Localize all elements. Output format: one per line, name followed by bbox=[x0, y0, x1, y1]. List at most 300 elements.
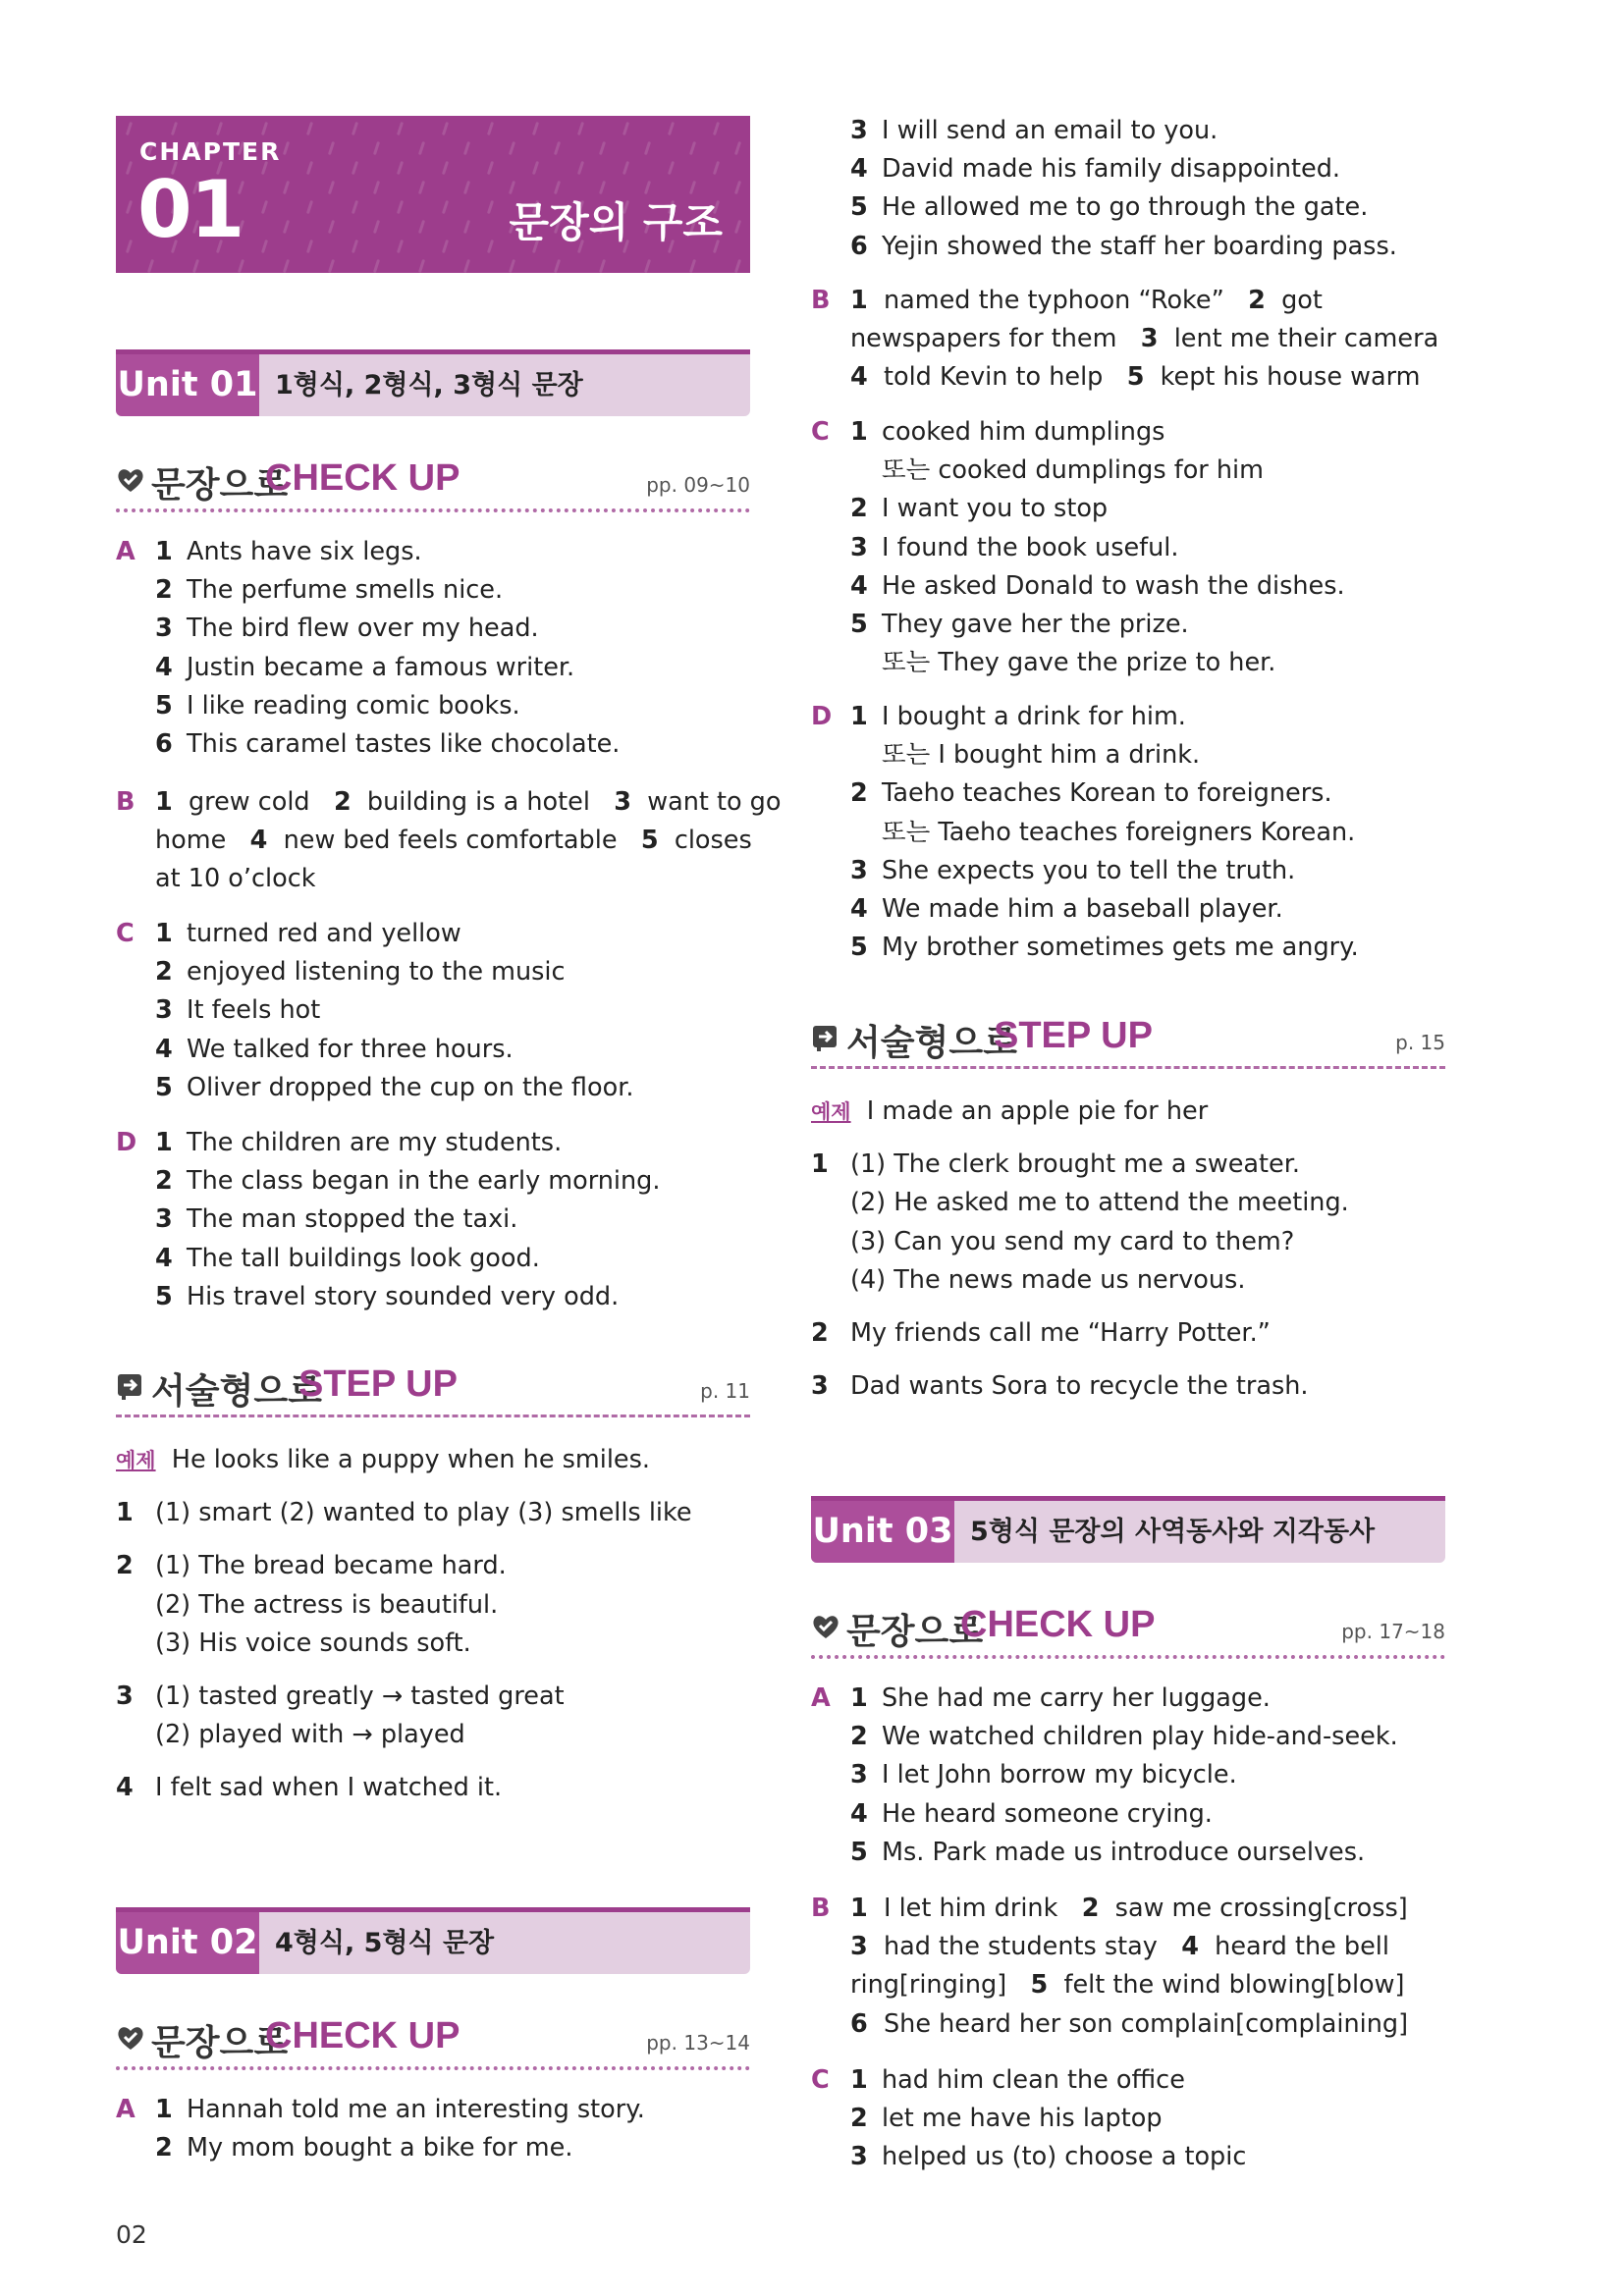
u1-C bbox=[116, 915, 750, 1107]
list-item bbox=[811, 1795, 1445, 1834]
banner-pattern bbox=[734, 141, 741, 155]
check-kr: 문장으로 bbox=[151, 2022, 289, 2063]
list-item bbox=[116, 783, 782, 822]
list-item bbox=[116, 1124, 750, 1162]
u2-check-header bbox=[116, 2011, 750, 2070]
banner-pattern bbox=[734, 259, 741, 273]
banner-pattern bbox=[397, 122, 404, 135]
item-text: The perfume smells nice. bbox=[187, 575, 504, 606]
check-kr: 문장으로 bbox=[846, 1611, 984, 1652]
list-item bbox=[811, 150, 1445, 188]
step-answer: (2) The actress is beautiful. bbox=[155, 1589, 499, 1620]
banner-pattern bbox=[373, 181, 380, 194]
banner-pattern bbox=[352, 161, 358, 175]
unit-03-header bbox=[811, 1496, 1445, 1563]
item-number: 2 bbox=[333, 787, 352, 817]
item-text: He allowed me to go through the gate. bbox=[882, 192, 1369, 223]
banner-pattern bbox=[306, 122, 313, 135]
u3-check-pages: pp. 17~18 bbox=[1341, 1620, 1445, 1643]
u1-check-header bbox=[116, 454, 750, 512]
section-letter: C bbox=[811, 417, 830, 447]
list-item bbox=[811, 320, 1445, 358]
example-text: He looks like a puppy when he smiles. bbox=[171, 1445, 650, 1474]
unit-03-label: Unit 03 bbox=[811, 1501, 954, 1563]
section-letter: C bbox=[116, 919, 135, 948]
u2-D bbox=[811, 698, 1445, 967]
item-number: 3 bbox=[155, 1204, 173, 1235]
item-text: helped us (to) choose a topic bbox=[882, 2142, 1247, 2172]
item-text: I want you to stop bbox=[882, 494, 1109, 524]
u2-A-right bbox=[811, 112, 1445, 266]
item-number: 5 bbox=[1030, 1970, 1049, 2001]
banner-pattern bbox=[442, 240, 449, 253]
list-item bbox=[811, 358, 1445, 397]
item-number: 2 bbox=[850, 778, 868, 809]
list-item bbox=[116, 953, 750, 991]
banner-pattern bbox=[397, 161, 404, 175]
banner-pattern bbox=[126, 240, 133, 253]
list-item bbox=[811, 1718, 1445, 1756]
unit-02-header bbox=[116, 1907, 750, 1974]
list-item bbox=[811, 490, 1445, 528]
item-text: The man stopped the taxi. bbox=[187, 1204, 518, 1235]
banner-pattern bbox=[487, 122, 494, 135]
item-number: 5 bbox=[155, 690, 173, 721]
step-answer: (1) smart (2) wanted to play (3) smells like bbox=[155, 1498, 692, 1528]
item-number: 3 bbox=[850, 116, 868, 145]
banner-pattern bbox=[283, 181, 290, 194]
item-number: 4 bbox=[155, 1243, 173, 1273]
list-item bbox=[116, 1031, 750, 1069]
unit-03-title: 5형식 문장의 사역동사와 지각동사 bbox=[970, 1517, 1376, 1547]
u1-step-body bbox=[116, 1441, 750, 1808]
inline-answers bbox=[155, 860, 315, 898]
list-item bbox=[116, 1240, 750, 1278]
item-text: home bbox=[155, 826, 227, 856]
step-answer: (1) The clerk brought me a sweater. bbox=[850, 1149, 1300, 1180]
page-number: 02 bbox=[116, 2220, 147, 2249]
item-text: This caramel tastes like chocolate. bbox=[187, 728, 621, 759]
banner-pattern bbox=[126, 122, 133, 135]
list-item bbox=[811, 1756, 1445, 1794]
banner-pattern bbox=[463, 220, 470, 234]
list-item bbox=[811, 452, 1445, 490]
step-answer: (3) Can you send my card to them? bbox=[850, 1226, 1295, 1256]
u1-check-pages: pp. 09~10 bbox=[646, 473, 750, 497]
item-number: 4 bbox=[850, 154, 868, 185]
unit-01-header bbox=[116, 349, 750, 416]
item-number: 6 bbox=[850, 2008, 868, 2039]
item-number: 2 bbox=[155, 2133, 173, 2163]
item-number: 1 bbox=[850, 2065, 868, 2095]
banner-pattern bbox=[623, 161, 629, 175]
banner-pattern bbox=[463, 141, 470, 155]
item-text: Oliver dropped the cup on the floor. bbox=[187, 1072, 634, 1102]
banner-pattern bbox=[352, 240, 358, 253]
banner-pattern bbox=[328, 141, 335, 155]
banner-pattern bbox=[442, 161, 449, 175]
step-en: STEP UP bbox=[994, 1015, 1153, 1056]
item-number: 1 bbox=[850, 702, 868, 731]
banner-pattern bbox=[352, 122, 358, 135]
item-text: 또는 They gave the prize to her. bbox=[882, 648, 1276, 678]
item-text: named the typhoon “Roke” bbox=[883, 286, 1224, 315]
banner-pattern bbox=[283, 220, 290, 234]
u2-check-pages: pp. 13~14 bbox=[646, 2031, 750, 2055]
unit-02-title: 4형식, 5형식 문장 bbox=[275, 1928, 495, 1958]
item-text: I found the book useful. bbox=[882, 532, 1179, 562]
list-item bbox=[811, 1890, 1445, 1928]
section-letter: B bbox=[116, 787, 135, 817]
list-item bbox=[811, 1223, 1445, 1261]
u2-step-body bbox=[811, 1093, 1445, 1406]
step-answer: I felt sad when I watched it. bbox=[155, 1773, 503, 1803]
unit-02-label: Unit 02 bbox=[116, 1912, 259, 1974]
banner-pattern bbox=[644, 259, 651, 273]
item-number: 4 bbox=[155, 1034, 173, 1064]
item-number: 3 bbox=[155, 614, 173, 644]
item-number: 1 bbox=[850, 1894, 868, 1923]
u2-B bbox=[811, 282, 1445, 398]
item-number: 1 bbox=[155, 2095, 173, 2124]
item-text: told Kevin to help bbox=[883, 362, 1104, 393]
item-number: 2 bbox=[850, 494, 868, 524]
example-label: 예제 bbox=[116, 1449, 156, 1472]
item-text: I like reading comic books. bbox=[187, 690, 520, 721]
item-text: She expects you to tell the truth. bbox=[882, 855, 1296, 885]
step-en: STEP UP bbox=[298, 1363, 458, 1405]
item-text: I let him drink bbox=[883, 1894, 1058, 1923]
chapter-label: CHAPTER bbox=[139, 137, 282, 166]
item-number: 6 bbox=[155, 728, 173, 759]
item-number: 5 bbox=[1126, 362, 1145, 393]
banner-pattern bbox=[577, 122, 584, 135]
item-number: 2 bbox=[1248, 286, 1266, 315]
item-text: Taeho teaches Korean to foreigners. bbox=[882, 778, 1332, 809]
list-item: 2 My friends call me “Harry Potter.” bbox=[811, 1314, 1445, 1353]
banner-pattern bbox=[373, 220, 380, 234]
list-item bbox=[811, 890, 1445, 929]
banner-pattern bbox=[713, 161, 720, 175]
unit-01-title: 1형식, 2형식, 3형식 문장 bbox=[275, 370, 583, 400]
list-item bbox=[811, 112, 1445, 150]
banner-pattern bbox=[328, 259, 335, 273]
list-item bbox=[116, 1586, 750, 1625]
item-text: new bed feels comfortable bbox=[283, 826, 618, 856]
item-text: She had me carry her luggage. bbox=[882, 1683, 1271, 1713]
list-item bbox=[116, 1625, 750, 1663]
example-text: I made an apple pie for her bbox=[866, 1096, 1209, 1126]
list-item: 4 I felt sad when I watched it. bbox=[116, 1769, 750, 1807]
banner-pattern bbox=[147, 259, 154, 273]
item-text: I will send an email to you. bbox=[882, 116, 1218, 145]
banner-pattern bbox=[668, 161, 675, 175]
item-number: 6 bbox=[850, 231, 868, 261]
list-item bbox=[116, 991, 750, 1030]
item-number: 4 bbox=[850, 570, 868, 601]
list-item bbox=[811, 1184, 1445, 1222]
banner-pattern bbox=[418, 220, 425, 234]
list-item bbox=[811, 698, 1445, 736]
list-item bbox=[811, 852, 1445, 890]
u2-C bbox=[811, 413, 1445, 682]
banner-pattern bbox=[463, 181, 470, 194]
item-text: ring[ringing] bbox=[850, 1970, 1007, 2001]
item-number: 2 bbox=[155, 1166, 173, 1197]
dashed-rule bbox=[811, 1066, 1445, 1069]
item-number: 3 bbox=[1140, 324, 1159, 354]
banner-pattern bbox=[463, 259, 470, 273]
item-text: 또는 Taeho teaches foreigners Korean. bbox=[882, 817, 1356, 847]
step-answer: (2) He asked me to attend the meeting. bbox=[850, 1188, 1349, 1218]
list-item: 3 Dad wants Sora to recycle the trash. bbox=[811, 1367, 1445, 1406]
list-item bbox=[811, 413, 1445, 452]
dotted-rule bbox=[116, 508, 750, 512]
section-letter: C bbox=[811, 2065, 830, 2095]
list-item bbox=[811, 1966, 1445, 2004]
banner-pattern bbox=[306, 200, 313, 214]
list-item bbox=[811, 529, 1445, 567]
list-item bbox=[116, 571, 750, 610]
item-number: 1 bbox=[155, 537, 173, 566]
section-letter: B bbox=[811, 1894, 831, 1923]
item-text: Ants have six legs. bbox=[187, 537, 422, 566]
list-item bbox=[811, 644, 1445, 682]
banner-pattern bbox=[599, 259, 606, 273]
banner-pattern bbox=[306, 161, 313, 175]
chapter-number: 01 bbox=[137, 164, 244, 255]
item-number: 4 bbox=[850, 1798, 868, 1829]
banner-pattern bbox=[283, 259, 290, 273]
list-item bbox=[811, 814, 1445, 852]
example-row bbox=[811, 1093, 1445, 1131]
list-item bbox=[811, 1680, 1445, 1718]
banner-pattern bbox=[554, 259, 561, 273]
item-text: got bbox=[1281, 286, 1323, 315]
u1-D bbox=[116, 1124, 750, 1316]
item-number: 3 bbox=[614, 787, 631, 817]
list-item bbox=[116, 1162, 750, 1201]
item-text: My brother sometimes gets me angry. bbox=[882, 933, 1359, 963]
banner-pattern bbox=[599, 141, 606, 155]
heart-check-icon bbox=[811, 1612, 840, 1641]
list-item bbox=[811, 1261, 1445, 1300]
banner-pattern bbox=[668, 122, 675, 135]
banner-pattern bbox=[238, 259, 244, 273]
item-text: want to go bbox=[647, 787, 782, 817]
item-number: 4 bbox=[155, 652, 173, 682]
item-number: 4 bbox=[249, 826, 268, 856]
list-item: 2 (1) The bread became hard. bbox=[116, 1547, 750, 1585]
item-number: 1 bbox=[155, 1128, 173, 1157]
banner-pattern bbox=[192, 259, 199, 273]
list-item: 3 (1) tasted greatly → tasted great bbox=[116, 1678, 750, 1716]
banner-pattern bbox=[328, 181, 335, 194]
u3-C bbox=[811, 2061, 1445, 2177]
item-text: We made him a baseball player. bbox=[882, 893, 1283, 924]
item-text: 또는 I bought him a drink. bbox=[882, 740, 1201, 771]
list-item bbox=[811, 2138, 1445, 2176]
item-text: They gave her the prize. bbox=[882, 609, 1189, 639]
list-item bbox=[116, 1069, 750, 1107]
item-text: lent me their camera bbox=[1173, 324, 1439, 354]
list-item bbox=[116, 1278, 750, 1316]
item-text: The children are my students. bbox=[187, 1128, 563, 1157]
banner-pattern bbox=[442, 200, 449, 214]
item-text: I bought a drink for him. bbox=[882, 702, 1186, 731]
section-letter: A bbox=[116, 537, 135, 566]
item-number: 3 bbox=[850, 855, 868, 885]
list-item: 1 (1) smart (2) wanted to play (3) smells like bbox=[116, 1494, 750, 1532]
list-item bbox=[116, 1201, 750, 1239]
item-text: let me have his laptop bbox=[882, 2104, 1163, 2134]
inline-answers bbox=[850, 1890, 1408, 1928]
banner-pattern bbox=[418, 259, 425, 273]
u3-A bbox=[811, 1680, 1445, 1872]
banner-pattern bbox=[328, 220, 335, 234]
item-number: 3 bbox=[155, 995, 173, 1026]
step-answer: (2) played with → played bbox=[155, 1720, 465, 1750]
item-text: enjoyed listening to the music bbox=[187, 957, 566, 988]
item-text: My mom bought a bike for me. bbox=[187, 2133, 573, 2163]
list-item bbox=[811, 282, 1445, 320]
item-text: 또는 cooked dumplings for him bbox=[882, 455, 1264, 486]
banner-pattern bbox=[713, 122, 720, 135]
item-number: 3 bbox=[850, 2142, 868, 2172]
step-kr: 서술형으로 bbox=[846, 1022, 1017, 1063]
item-text: She heard her son complain[complaining] bbox=[883, 2008, 1409, 2039]
banner-pattern bbox=[261, 122, 268, 135]
item-number: 1 bbox=[155, 919, 173, 948]
step-answer: (1) The bread became hard. bbox=[155, 1551, 507, 1581]
inline-answers bbox=[850, 358, 1421, 397]
step-answer: My friends call me “Harry Potter.” bbox=[850, 1317, 1271, 1348]
list-item bbox=[811, 2005, 1445, 2044]
item-text: kept his house warm bbox=[1160, 362, 1421, 393]
list-item bbox=[116, 610, 750, 648]
u1-A bbox=[116, 533, 750, 764]
item-text: turned red and yellow bbox=[187, 919, 461, 948]
check-en: CHECK UP bbox=[265, 457, 460, 499]
item-number: 4 bbox=[850, 893, 868, 924]
list-item bbox=[116, 687, 750, 725]
list-item bbox=[811, 2061, 1445, 2100]
item-number: 5 bbox=[850, 609, 868, 639]
inline-answers bbox=[850, 1966, 1404, 2004]
item-number: 5 bbox=[155, 1281, 173, 1311]
step-answer: (1) tasted greatly → tasted great bbox=[155, 1681, 565, 1711]
banner-pattern bbox=[261, 200, 268, 214]
section-letter: D bbox=[116, 1128, 137, 1157]
banner-pattern bbox=[734, 181, 741, 194]
item-number: 2 bbox=[155, 957, 173, 988]
u3-B bbox=[811, 1890, 1445, 2044]
banner-pattern bbox=[623, 122, 629, 135]
item-number: 4 bbox=[1181, 1932, 1199, 1962]
inline-answers bbox=[850, 2005, 1408, 2044]
dotted-rule bbox=[116, 2066, 750, 2070]
banner-pattern bbox=[734, 220, 741, 234]
item-text: We talked for three hours. bbox=[187, 1034, 514, 1064]
item-number: 3 bbox=[850, 1932, 868, 1962]
item-text: building is a hotel bbox=[366, 787, 590, 817]
item-number: 1 bbox=[850, 1683, 868, 1713]
item-number: 5 bbox=[155, 1072, 173, 1102]
banner-pattern bbox=[509, 141, 515, 155]
item-text: The tall buildings look good. bbox=[187, 1243, 540, 1273]
u1-step-header bbox=[116, 1360, 750, 1418]
item-text: grew cold bbox=[188, 787, 310, 817]
banner-pattern bbox=[126, 200, 133, 214]
banner-pattern bbox=[554, 141, 561, 155]
check-kr: 문장으로 bbox=[151, 464, 289, 506]
banner-pattern bbox=[397, 240, 404, 253]
list-item bbox=[116, 2129, 750, 2167]
item-text: heard the bell bbox=[1215, 1932, 1389, 1962]
inline-answers bbox=[850, 320, 1438, 358]
banner-pattern bbox=[216, 122, 223, 135]
banner-pattern bbox=[418, 141, 425, 155]
list-item bbox=[116, 649, 750, 687]
item-number: 2 bbox=[155, 575, 173, 606]
step-answer: Dad wants Sora to recycle the trash. bbox=[850, 1371, 1309, 1402]
list-item bbox=[116, 2091, 750, 2129]
list-item bbox=[811, 188, 1445, 227]
item-text: had him clean the office bbox=[882, 2065, 1185, 2095]
list-item bbox=[116, 822, 750, 860]
inline-answers bbox=[850, 1928, 1389, 1966]
item-text: at 10 o’clock bbox=[155, 864, 316, 894]
chapter-banner bbox=[116, 116, 750, 273]
list-item bbox=[811, 929, 1445, 967]
list-item bbox=[811, 1834, 1445, 1872]
section-letter: D bbox=[811, 702, 833, 731]
u2-step-header bbox=[811, 1011, 1445, 1070]
step-answer: (3) His voice sounds soft. bbox=[155, 1628, 471, 1658]
example-label: 예제 bbox=[811, 1100, 851, 1124]
item-text: It feels hot bbox=[187, 995, 321, 1026]
item-text: He heard someone crying. bbox=[882, 1798, 1213, 1829]
item-number: 2 bbox=[1081, 1894, 1100, 1923]
banner-pattern bbox=[352, 200, 358, 214]
item-text: I let John borrow my bicycle. bbox=[882, 1760, 1237, 1790]
u1-B bbox=[116, 783, 782, 899]
item-number: 1 bbox=[155, 787, 173, 817]
list-item bbox=[811, 1928, 1445, 1966]
item-number: 4 bbox=[850, 362, 868, 393]
list-item bbox=[811, 606, 1445, 644]
list-item bbox=[811, 736, 1445, 774]
inline-answers bbox=[155, 783, 781, 822]
banner-pattern bbox=[532, 161, 539, 175]
item-number: 2 bbox=[850, 1722, 868, 1752]
banner-pattern bbox=[509, 259, 515, 273]
step-answer: (4) The news made us nervous. bbox=[850, 1264, 1246, 1295]
item-text: newspapers for them bbox=[850, 324, 1117, 354]
pencil-arrow-icon bbox=[116, 1371, 145, 1401]
item-text: We watched children play hide-and-seek. bbox=[882, 1722, 1398, 1752]
item-number: 3 bbox=[850, 532, 868, 562]
item-number: 5 bbox=[640, 826, 659, 856]
banner-pattern bbox=[644, 141, 651, 155]
banner-pattern bbox=[689, 141, 696, 155]
banner-pattern bbox=[261, 240, 268, 253]
banner-pattern bbox=[373, 259, 380, 273]
section-letter: A bbox=[811, 1683, 831, 1713]
item-text: The bird flew over my head. bbox=[187, 614, 539, 644]
list-item bbox=[811, 567, 1445, 606]
unit-01-label: Unit 01 bbox=[116, 354, 259, 416]
